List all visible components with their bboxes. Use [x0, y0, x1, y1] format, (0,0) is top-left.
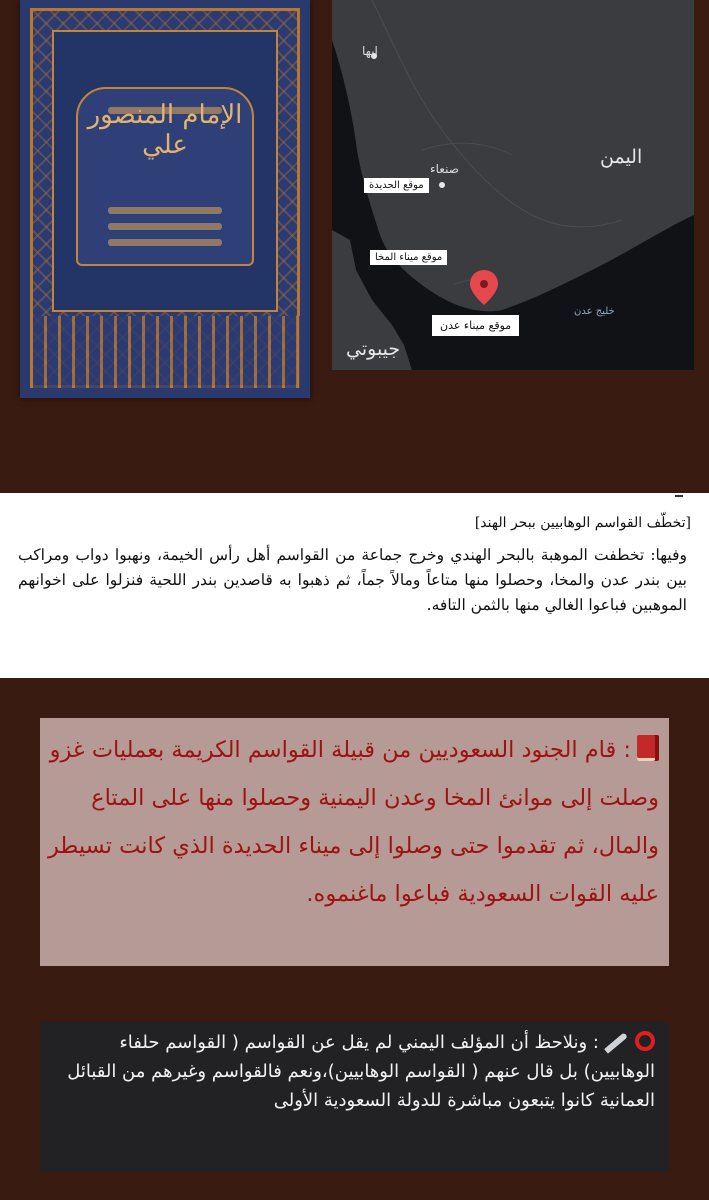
statement-text: : قام الجنود السعوديين من قبيلة القواسم الكريمة بعمليات غزو وصلت إلى موانئ المخا وعدن اليمنية وحصلوا منها على المتاع والمال، ثم تقدموا حتى وصلوا إلى ميناء الحديدة الذي كانت تسيطر عليه القوات السعودية فباعوا ماغنموه.: [47, 737, 659, 907]
map-label-mokha: موقع ميناء المخا: [370, 250, 447, 265]
city-dot-sanaa: [439, 182, 445, 188]
note-text: : ونلاحظ أن المؤلف اليمني لم يقل عن القواسم ( القواسم حلفاء الوهابيين) بل قال عنهم ( القواسم الوهابيين)،ونعم فالقواسم وغيرهم من القبائل العمانية كانوا يتبعون مباشرة للدولة السعودية الأولى: [67, 1032, 655, 1111]
excerpt-paragraph: وفيها: تخطفت الموهبة بالبحر الهندي وخرج جماعة من القواسم أهل رأس الخيمة، ونهبوا دواب ومراكب بين بندر عدن والمخا، وحصلوا منها متاعاً ومالاً جماً، ثم ذهبوا به قاصدين بندر اللحية فنزلوا على اخوانهم الموهبين فباعوا الغالي منها بالثمن التافه.: [18, 546, 687, 614]
book-cover-line: [108, 223, 222, 230]
book-cover-line: [108, 207, 222, 214]
red-circle-icon: [635, 1031, 655, 1051]
map-label-djibouti: جيبوتي: [346, 338, 401, 360]
yemen-map: [332, 0, 694, 370]
book-inner-panel: [52, 30, 278, 312]
map-label-abha: ابها: [362, 44, 378, 58]
map-label-yemen: اليمن: [600, 146, 643, 168]
excerpt-heading: [تخطّف القواسم الوهابيين ببحر الهند]: [474, 515, 691, 531]
book-bottom-ornament: [30, 316, 300, 388]
book-cover-image: [20, 0, 310, 398]
map-label-sanaa: صنعاء: [430, 162, 459, 176]
book-excerpt-panel: [0, 493, 709, 678]
book-cover-line: [108, 239, 222, 246]
map-label-hodeidah: موقع الحديدة: [364, 178, 429, 193]
note-box: [40, 1022, 669, 1172]
pen-icon: [604, 1032, 628, 1053]
map-label-gulf-aden: خليج عدن: [574, 306, 615, 317]
book-title: الإمام المنصور علي: [87, 100, 243, 160]
map-label-aden: موقع ميناء عدن: [432, 315, 519, 336]
note-line: [60, 1028, 655, 1115]
closed-book-icon: [637, 735, 659, 761]
statement-line: [48, 726, 659, 918]
excerpt-tick: [675, 495, 683, 497]
statement-box: [40, 718, 669, 966]
